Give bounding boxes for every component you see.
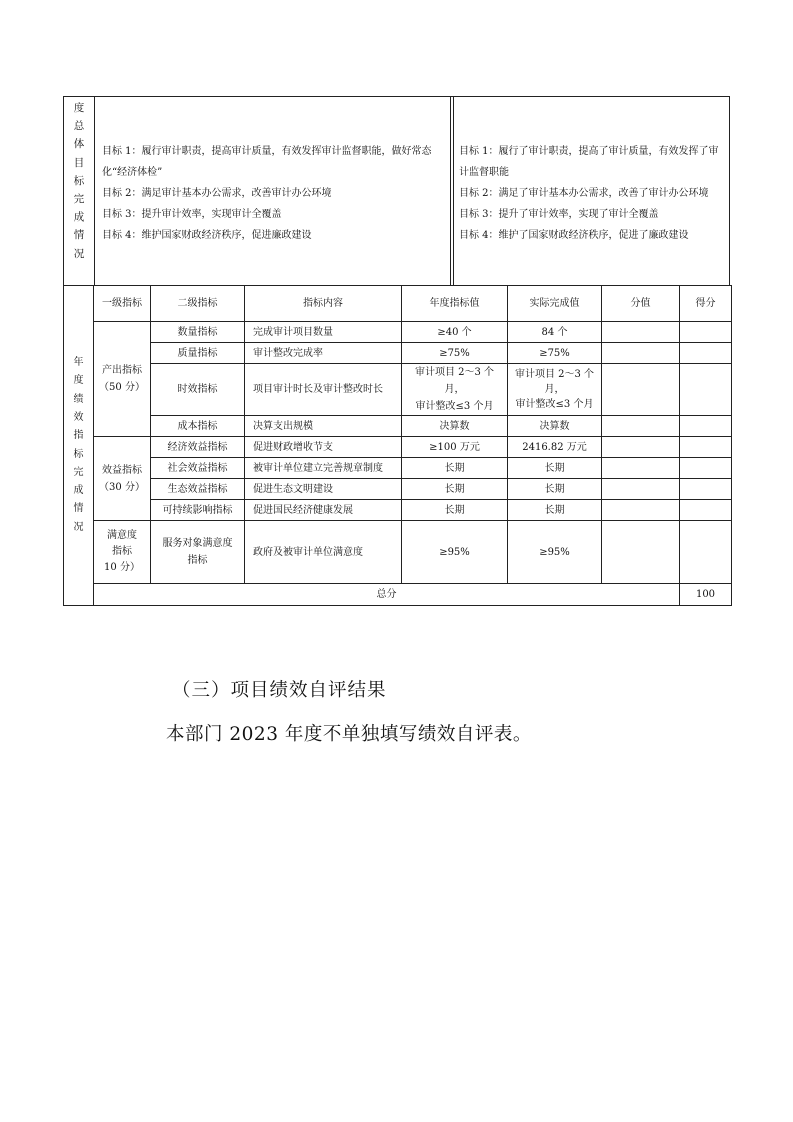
total-score: 100 (680, 584, 732, 606)
table-row: 成本指标 决算支出规模 决算数 决算数 (64, 416, 732, 437)
goal-item: 目标 4：维护了国家财政经济秩序，促进了廉政建设 (459, 230, 689, 241)
header-got: 得分 (680, 286, 732, 322)
planned-goals (102, 141, 447, 246)
indicator-table (63, 285, 732, 606)
table-header-row (64, 286, 732, 322)
group-satisfaction: 满意度 指标 10 分） (94, 521, 151, 584)
indicators-section-label: 年 度 绩 效 指 标 完 成 情 况 (64, 286, 94, 606)
total-row (64, 584, 732, 606)
header-actual: 实际完成值 (508, 286, 602, 322)
table-row: 生态效益指标 促进生态文明建设 长期 长期 (64, 479, 732, 500)
goal-item: 目标 3：提升了审计效率，实现了审计全覆盖 (459, 209, 659, 220)
header-target: 年度指标值 (402, 286, 508, 322)
goal-item: 目标 1：履行了审计职责，提高了审计质量，有效发挥了审计监督职能 (459, 146, 719, 178)
header-content: 指标内容 (245, 286, 402, 322)
header-score: 分值 (602, 286, 680, 322)
header-level1: 一级指标 (94, 286, 151, 322)
table-row: 效益指标 （30 分） 经济效益指标 促进财政增收节支 ≥100 万元 2416.82 万元 (64, 437, 732, 458)
column-divider (450, 97, 451, 285)
goal-item: 目标 1：履行审计职责，提高审计质量，有效发挥审计监督职能，做好常态化“经济体检” (102, 146, 432, 178)
table-row: 时效指标 项目审计时长及审计整改时长 审计项目 2～3 个月， 审计整改≤3 个月 审计项目 2～3 个 月， 审计整改≤3 个月 (64, 364, 732, 416)
table-row: 质量指标 审计整改完成率 ≥75% ≥75% (64, 343, 732, 364)
header-level2: 二级指标 (151, 286, 245, 322)
total-label: 总分 (94, 584, 680, 606)
column-divider (453, 97, 454, 285)
goal-item: 目标 3：提升审计效率，实现审计全覆盖 (102, 209, 282, 220)
section-title: （三）项目绩效自评结果 (172, 680, 387, 701)
table-row: 满意度 指标 10 分） 服务对象满意度 指标 政府及被审计单位满意度 ≥95% ≥95% (64, 521, 732, 584)
goals-completion-block (63, 96, 730, 285)
goal-item: 目标 4：维护国家财政经济秩序，促进廉政建设 (102, 230, 312, 241)
group-output: 产出指标 （50 分） (94, 322, 151, 437)
actual-goals (459, 141, 724, 246)
section-paragraph: 本部门 2023 年度不单独填写绩效自评表。 (166, 724, 532, 745)
table-row: 可持续影响指标 促进国民经济健康发展 长期 长期 (64, 500, 732, 521)
goal-item: 目标 2：满足了审计基本办公需求，改善了审计办公环境 (459, 188, 709, 199)
column-divider (94, 97, 95, 285)
goal-item: 目标 2：满足审计基本办公需求，改善审计办公环境 (102, 188, 332, 199)
goals-section-label: 度 总 体 目 标 完 成 情 况 (73, 102, 85, 260)
group-benefit: 效益指标 （30 分） (94, 437, 151, 521)
table-row: 社会效益指标 被审计单位建立完善规章制度 长期 长期 (64, 458, 732, 479)
table-row: 产出指标 （50 分） 数量指标 完成审计项目数量 ≥40 个 84 个 (64, 322, 732, 343)
